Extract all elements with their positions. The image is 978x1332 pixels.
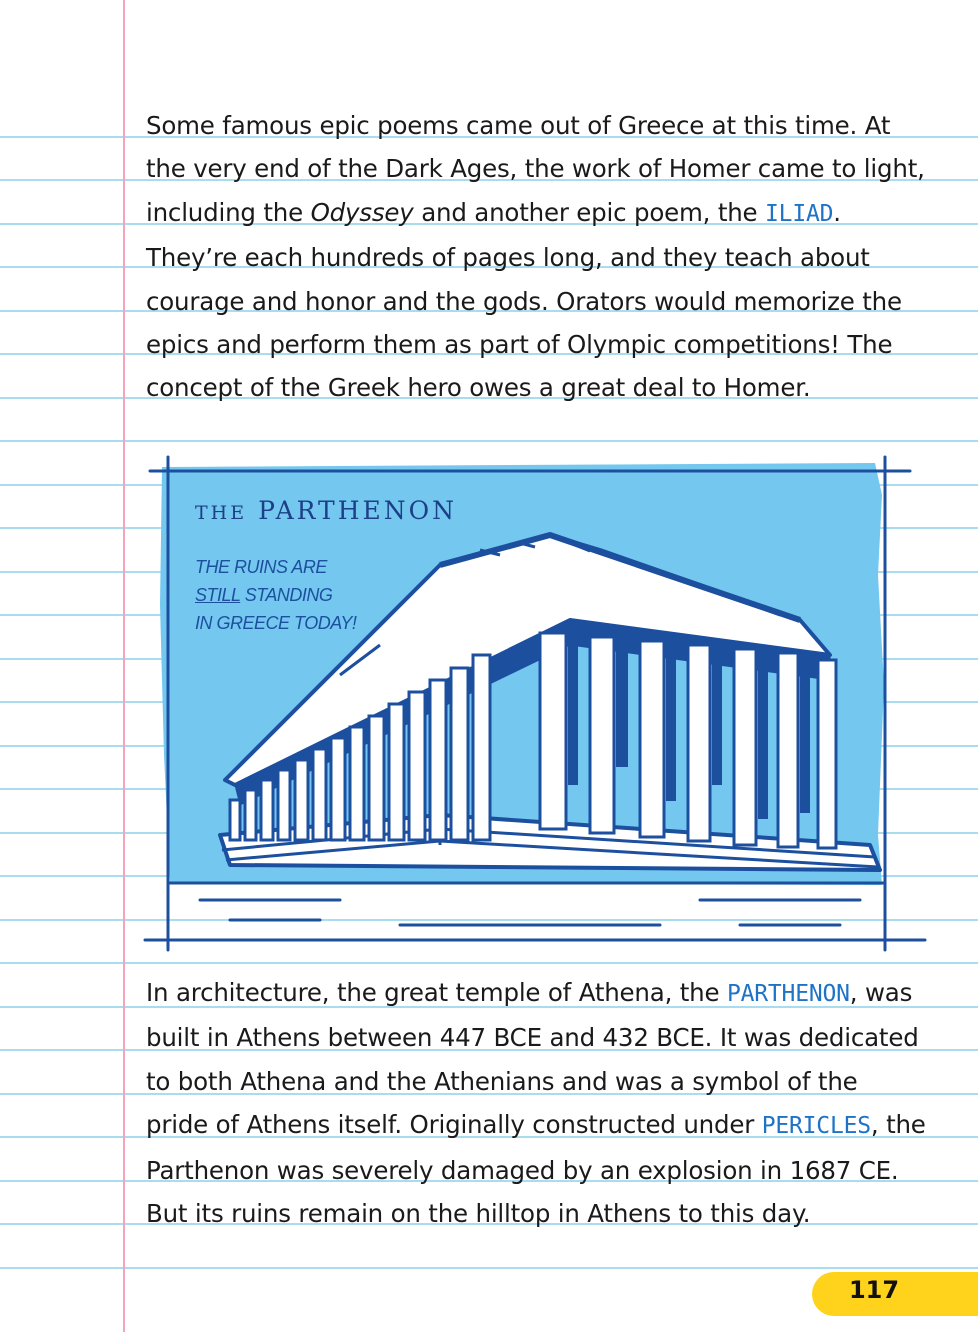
figure-note-emphasis: STILL bbox=[195, 585, 241, 605]
paragraph-homer-text-2: and another epic poem, the bbox=[413, 197, 766, 227]
paragraph-parthenon-text-3: , the Parthenon was severely damaged by an explosion in 1687 CE. But its ruins remain on the hilltop in Athens to this day. bbox=[146, 1110, 926, 1229]
odyssey-title: Odyssey bbox=[310, 197, 414, 227]
figure-note-line2 bbox=[195, 581, 395, 609]
paragraph-parthenon-text-1: In architecture, the great temple of Athena, the bbox=[146, 978, 727, 1007]
paragraph-homer-text-1: Some famous epic poems came out of Greece at this time. At the very end of the Dark Ages, the work of Homer came to light, including the bbox=[146, 111, 925, 227]
paragraph-homer bbox=[146, 104, 926, 410]
paragraph-parthenon-text-2: , was built in Athens between 447 BCE and 432 BCE. It was dedicated to both Athena and the Athenians and was a symbol of the pride of Athens itself. Originally constructed under bbox=[146, 978, 919, 1140]
figure-title-first: THE bbox=[195, 502, 248, 524]
figure-note-line1: THE RUINS ARE bbox=[195, 557, 327, 577]
paragraph-homer-text-3: . They’re each hundreds of pages long, and they teach about courage and honor and the gods. Orators would memorize the epics and perform them as part of Olympic competitions! The concept of the Greek hero owes a great deal to Homer. bbox=[146, 197, 902, 403]
figure-title-rest: PARTHENON bbox=[258, 496, 458, 525]
pericles-keyword: PERICLES bbox=[761, 1113, 871, 1140]
iliad-keyword: ILIAD bbox=[765, 200, 834, 227]
notebook-margin-line bbox=[123, 0, 125, 1332]
figure-note-line2-rest: STANDING bbox=[240, 585, 333, 605]
figure-note bbox=[195, 553, 395, 637]
parthenon-keyword: PARTHENON bbox=[726, 981, 850, 1007]
figure-note-line3: IN GREECE TODAY! bbox=[195, 613, 357, 633]
figure-title bbox=[195, 496, 457, 525]
paragraph-parthenon bbox=[146, 971, 926, 1235]
parthenon-illustration bbox=[140, 455, 930, 955]
page-number: 117 bbox=[848, 1276, 900, 1304]
